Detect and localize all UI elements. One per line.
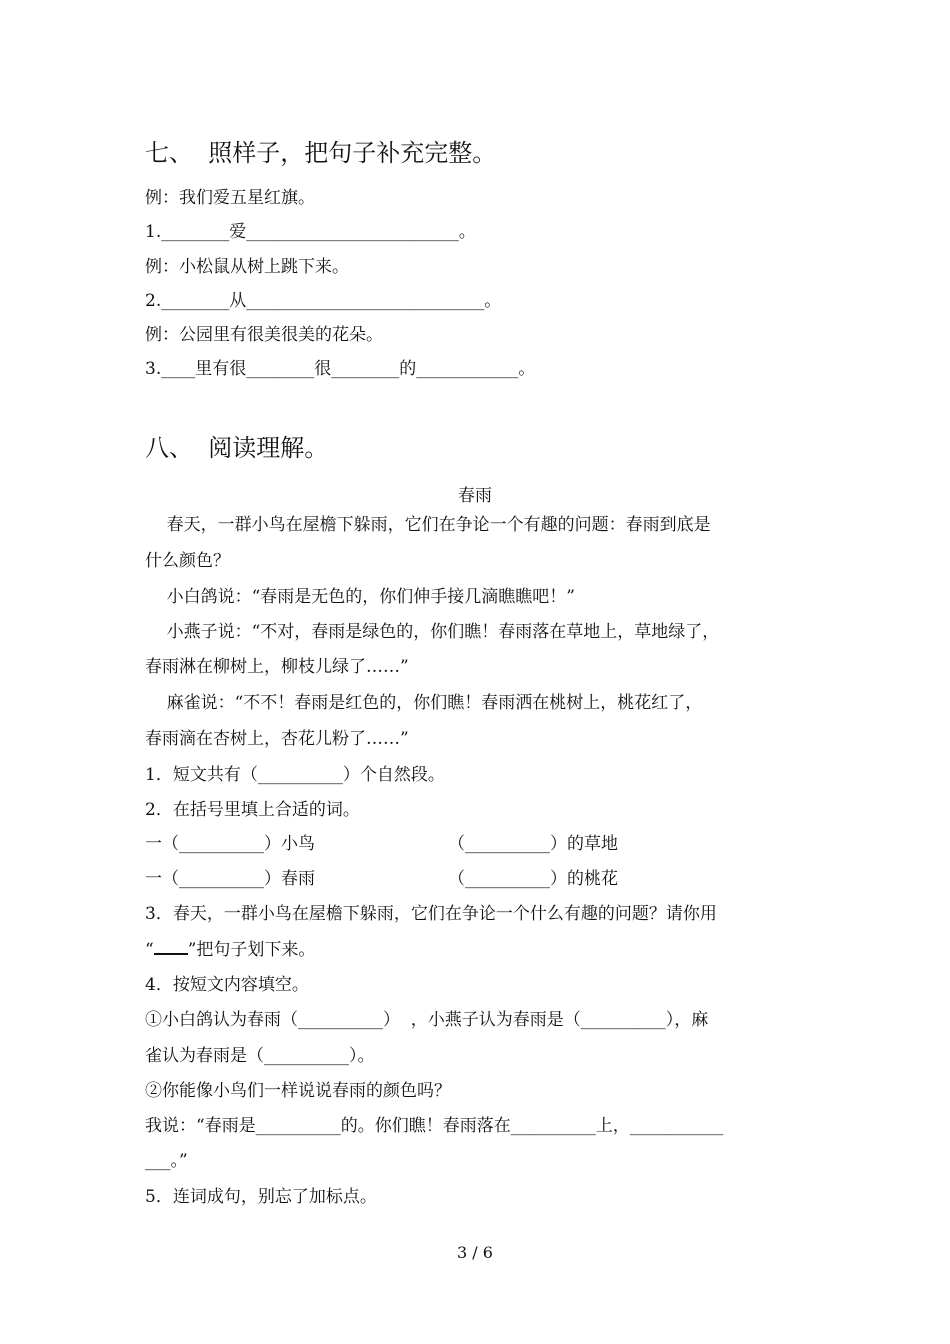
question-4-answer-line-1: 我说：“春雨是__________的。你们瞧！春雨落在__________上，___________	[145, 1116, 724, 1136]
question-4-answer-line-2: ___。”	[145, 1151, 188, 1171]
question-3-rest: ”把句子划下来。	[187, 940, 316, 960]
example-3: 例：公园里有很美很美的花朵。	[145, 325, 383, 345]
paragraph-1-line-2: 什么颜色？	[145, 551, 230, 571]
paragraph-4-line-2: 春雨滴在杏树上，杏花儿粉了……”	[145, 729, 409, 749]
question-3-line-2	[145, 939, 315, 961]
paragraph-4-line-1: 麻雀说：“不不！春雨是红色的，你们瞧！春雨洒在桃树上，桃花红了，	[145, 693, 703, 713]
question-4-part-1-line-2: 雀认为春雨是（__________）。	[145, 1046, 375, 1066]
question-2-row-2-left: 一（__________）春雨	[145, 869, 315, 889]
question-2-row-2-right: （__________）的桃花	[448, 869, 618, 889]
open-quote: “	[145, 940, 154, 960]
question-3-line-1: 3．春天，一群小鸟在屋檐下躲雨，它们在争论一个什么有趣的问题？请你用	[145, 904, 717, 924]
question-5: 5．连词成句，别忘了加标点。	[145, 1187, 377, 1207]
paragraph-1-line-1: 春天，一群小鸟在屋檐下躲雨，它们在争论一个有趣的问题：春雨到底是	[145, 515, 711, 535]
question-4-part-1-line-1: ①小白鸽认为春雨（__________） ，小燕子认为春雨是（__________），麻	[145, 1010, 709, 1030]
exercise-2: 2.________从____________________________。	[145, 291, 502, 311]
paragraph-3-line-1: 小燕子说：“不对，春雨是绿色的，你们瞧！春雨落在草地上，草地绿了，	[145, 622, 720, 642]
question-4-part-2: ②你能像小鸟们一样说说春雨的颜色吗？	[145, 1081, 451, 1101]
paragraph-2: 小白鸽说：“春雨是无色的，你们伸手接几滴瞧瞧吧！”	[145, 587, 575, 607]
question-2-row-1-left: 一（__________）小鸟	[145, 834, 315, 854]
section-7-title: 七、 照样子，把句子补充完整。	[145, 139, 497, 167]
exercise-1: 1.________爱_________________________。	[145, 222, 476, 242]
paragraph-3-line-2: 春雨淋在柳树上，柳枝儿绿了……”	[145, 657, 409, 677]
question-1: 1．短文共有（__________）个自然段。	[145, 765, 445, 785]
example-1: 例：我们爱五星红旗。	[145, 188, 315, 208]
example-2: 例：小松鼠从树上跳下来。	[145, 257, 349, 277]
question-2-row-1-right: （__________）的草地	[448, 834, 618, 854]
question-2: 2．在括号里填上合适的词。	[145, 800, 360, 820]
section-8-title: 八、 阅读理解。	[145, 434, 329, 462]
question-4: 4．按短文内容填空。	[145, 975, 309, 995]
story-title: 春雨	[458, 486, 492, 506]
page-number: 3 / 6	[457, 1243, 493, 1262]
underline-mark	[154, 941, 188, 955]
exercise-3: 3.____里有很________很________的____________。	[145, 359, 536, 379]
